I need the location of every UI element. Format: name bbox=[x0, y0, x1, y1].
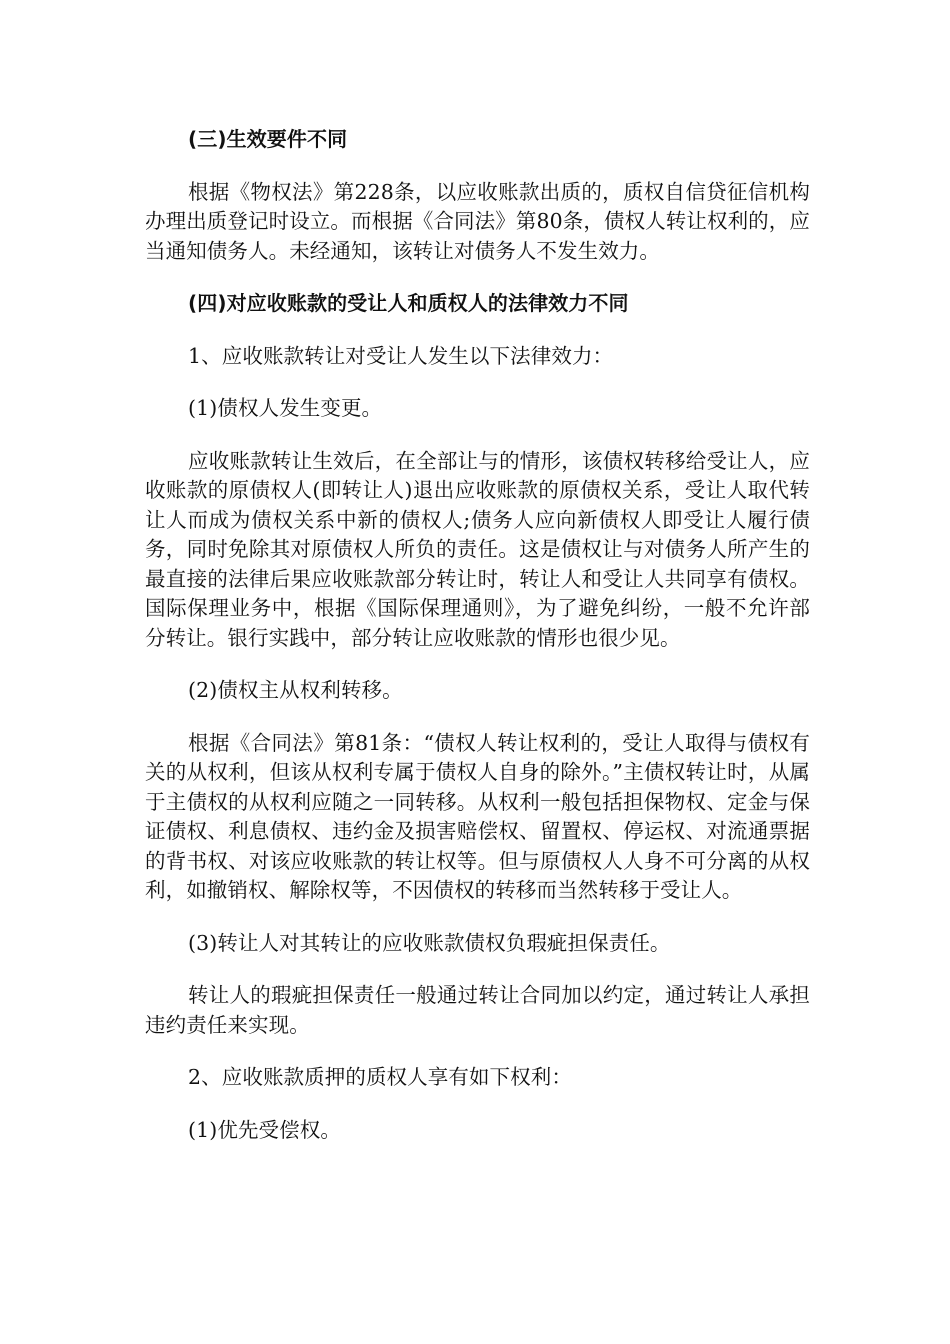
section-heading-3: (三)生效要件不同 bbox=[188, 127, 348, 151]
sub-item: (3)转让人对其转让的应收账款债权负瑕疵担保责任。 bbox=[188, 930, 671, 955]
numbered-item: 2、应收账款质押的质权人享有如下权利： bbox=[188, 1065, 572, 1089]
paragraph: 根据《物权法》第228条，以应收账款出质的，质权自信贷征信机构办理出质登记时设立。而根据《合同法》第80条，债权人转让权利的，应当通知债务人。未经通知，该转让对债务人不发生效力。 bbox=[145, 179, 810, 263]
sub-item: (1)债权人发生变更。 bbox=[188, 396, 383, 420]
sub-item: (2)债权主从权利转移。 bbox=[188, 678, 403, 702]
sub-item: (1)优先受偿权。 bbox=[188, 1117, 341, 1142]
paragraph: 根据《合同法》第81条：“债权人转让权利的，受让人取得与债权有关的从权利，但该从权利专属于债权人自身的除外。”主债权转让时，从属于主债权的从权利应随之一同转移。从权利一般包括担保物权、定金与保证债权、利息债权、违约金及损害赔偿权、留置权、停运权、对流通票据的背书权、对该应收账款的转让权等。但与原债权人人身不可分离的从权利，如撤销权、解除权等，不因债权的转移而当然转移于受让人。 bbox=[145, 730, 810, 902]
section-heading-4: (四)对应收账款的受让人和质权人的法律效力不同 bbox=[188, 291, 629, 315]
numbered-item: 1、应收账款转让对受让人发生以下法律效力： bbox=[188, 343, 614, 368]
document-body bbox=[145, 125, 810, 1168]
paragraph: 转让人的瑕疵担保责任一般通过转让合同加以约定，通过转让人承担违约责任来实现。 bbox=[145, 983, 810, 1037]
paragraph: 应收账款转让生效后，在全部让与的情形，该债权转移给受让人，应收账款的原债权人(即转让人)退出应收账款的原债权关系，受让人取代转让人而成为债权关系中新的债权人;债务人应向新债权人即受让人履行债务，同时免除其对原债权人所负的责任。这是债权让与对债务人所产生的最直接的法律后果应收账款部分转让时，转让人和受让人共同享有债权。国际保理业务中，根据《国际保理通则》，为了避免纠纷，一般不允许部分转让。银行实践中，部分转让应收账款的情形也很少见。 bbox=[145, 448, 810, 650]
